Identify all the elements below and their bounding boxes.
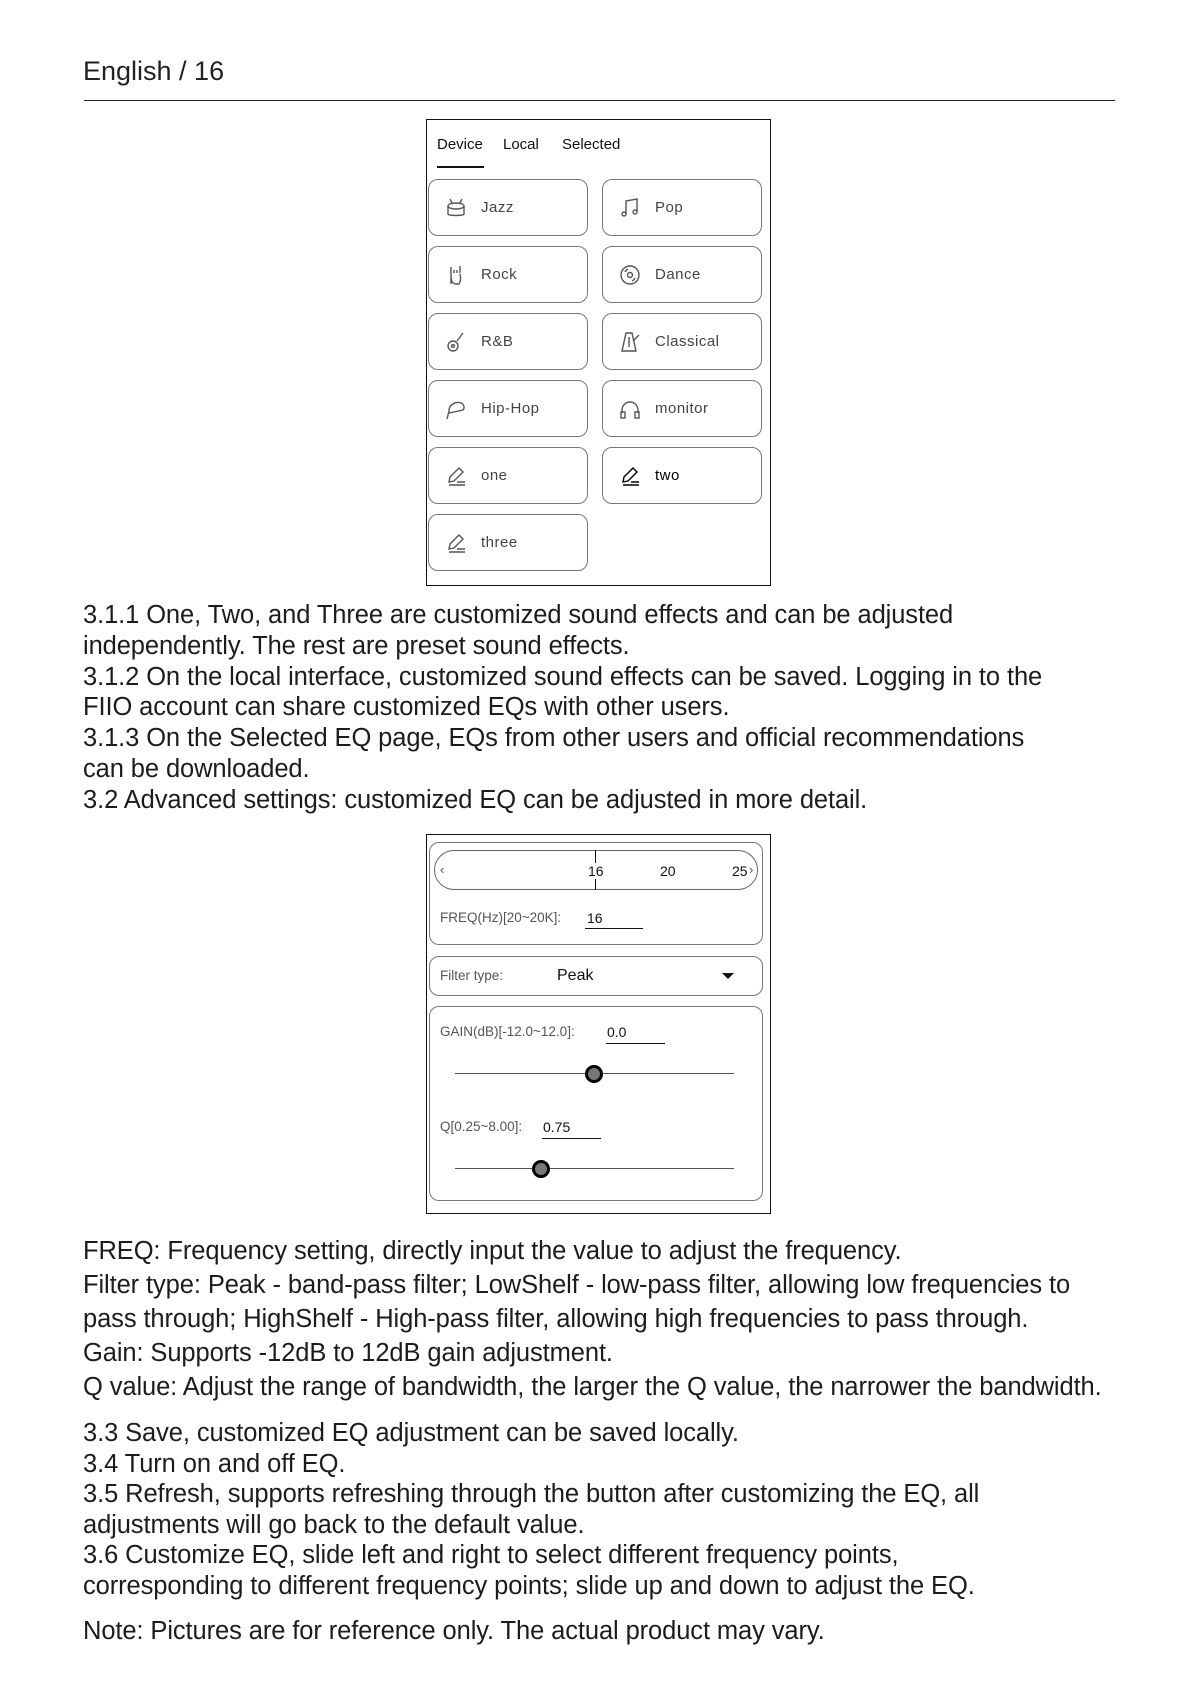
chevron-down-icon[interactable]	[722, 973, 734, 979]
paragraph3-line: corresponding to different frequency points; slide up and down to adjust the EQ.	[83, 1572, 975, 1600]
gain-label: GAIN(dB)[-12.0~12.0]:	[440, 1024, 575, 1039]
freq-input[interactable]: 16	[587, 910, 603, 926]
ruler-tick-label: 25	[732, 863, 748, 879]
paragraph3-line: 3.3 Save, customized EQ adjustment can be saved locally.	[83, 1419, 739, 1447]
paragraph2-line: Q value: Adjust the range of bandwidth, the larger the Q value, the narrower the bandwidth.	[83, 1373, 1102, 1401]
drum-icon	[445, 197, 467, 219]
preset-label: Jazz	[481, 199, 514, 216]
preset-label: R&B	[481, 333, 514, 350]
ruler-tick-label: 20	[660, 863, 676, 879]
cap-icon	[445, 398, 467, 420]
preset-button-jazz[interactable]	[428, 179, 588, 236]
preset-button-hip-hop[interactable]	[428, 380, 588, 437]
tab-device[interactable]: Device	[437, 136, 483, 153]
preset-button-classical[interactable]	[602, 313, 762, 370]
paragraph3-line: 3.6 Customize EQ, slide left and right to select different frequency points,	[83, 1541, 899, 1570]
edit-icon	[619, 465, 641, 487]
disc-icon	[619, 264, 641, 286]
preset-button-r-b[interactable]	[428, 313, 588, 370]
q-slider-thumb[interactable]	[532, 1160, 550, 1178]
paragraph1-line: 3.1.1 One, Two, and Three are customized sound effects and can be adjusted	[83, 601, 954, 629]
paragraph1-line: 3.1.2 On the local interface, customized sound effects can be saved. Logging in to the	[83, 662, 1043, 691]
paragraph2-line: Filter type: Peak - band-pass filter; LowShelf - low-pass filter, allowing low frequencies to	[83, 1271, 1071, 1299]
preset-button-dance[interactable]	[602, 246, 762, 303]
freq-label: FREQ(Hz)[20~20K]:	[440, 910, 562, 925]
preset-label: Classical	[655, 333, 720, 350]
preset-button-rock[interactable]	[428, 246, 588, 303]
filter-type-label: Filter type:	[440, 968, 504, 983]
gain-slider-thumb[interactable]	[585, 1065, 603, 1083]
tab-selected[interactable]: Selected	[562, 136, 621, 153]
preset-button-one[interactable]	[428, 447, 588, 504]
ruler-right-arrow-icon[interactable]: ›	[749, 862, 754, 877]
q-input-underline	[542, 1138, 601, 1139]
preset-label: Dance	[655, 266, 701, 283]
paragraph1-line: FIIO account can share customized EQs with other users.	[83, 693, 730, 722]
headphones-icon	[619, 398, 641, 420]
paragraph1-line: can be downloaded.	[83, 755, 310, 783]
q-label: Q[0.25~8.00]:	[440, 1119, 523, 1134]
ruler-left-arrow-icon[interactable]: ‹	[440, 862, 445, 877]
preset-label: Rock	[481, 266, 518, 283]
metronome-icon	[619, 331, 641, 353]
tab-local[interactable]: Local	[503, 136, 539, 153]
preset-label: one	[481, 467, 508, 484]
header-divider	[84, 100, 1115, 101]
preset-button-two[interactable]	[602, 447, 762, 504]
page-header: English / 16	[83, 56, 225, 86]
preset-label: monitor	[655, 400, 709, 417]
paragraph3-line: 3.5 Refresh, supports refreshing through the button after customizing the EQ, all	[83, 1480, 980, 1509]
preset-label: Hip-Hop	[481, 400, 540, 417]
preset-label: Pop	[655, 199, 684, 216]
preset-button-pop[interactable]	[602, 179, 762, 236]
paragraph2-line: FREQ: Frequency setting, directly input the value to adjust the frequency.	[83, 1237, 902, 1265]
guitar-icon	[445, 331, 467, 353]
paragraph1-line: 3.2 Advanced settings: customized EQ can be adjusted in more detail.	[83, 785, 868, 814]
paragraph1-line: 3.1.3 On the Selected EQ page, EQs from other users and official recommendations	[83, 724, 1025, 753]
edit-icon	[445, 532, 467, 554]
preset-label: two	[655, 467, 680, 484]
freq-input-underline	[585, 928, 643, 929]
gain-input[interactable]: 0.0	[607, 1024, 627, 1040]
preset-button-three[interactable]	[428, 514, 588, 571]
paragraph2-line: pass through; HighShelf - High-pass filter, allowing high frequencies to pass through.	[83, 1305, 1029, 1333]
paragraph2-line: Gain: Supports -12dB to 12dB gain adjustment.	[83, 1339, 613, 1367]
active-tab-indicator	[437, 166, 484, 168]
rock-hand-icon	[445, 264, 467, 286]
filter-type-value: Peak	[557, 967, 594, 984]
q-slider[interactable]	[455, 1168, 734, 1169]
paragraph3-line: adjustments will go back to the default value.	[83, 1510, 585, 1539]
paragraph1-line: independently. The rest are preset sound effects.	[83, 631, 630, 660]
preset-label: three	[481, 534, 518, 551]
gain-input-underline	[606, 1043, 665, 1044]
paragraph3-line: 3.4 Turn on and off EQ.	[83, 1449, 346, 1478]
note-text: Note: Pictures are for reference only. The actual product may vary.	[83, 1617, 825, 1645]
preset-button-monitor[interactable]	[602, 380, 762, 437]
ruler-tick-label: 16	[588, 863, 604, 879]
edit-icon	[445, 465, 467, 487]
q-input[interactable]: 0.75	[543, 1119, 571, 1135]
music-note-icon	[619, 197, 641, 219]
